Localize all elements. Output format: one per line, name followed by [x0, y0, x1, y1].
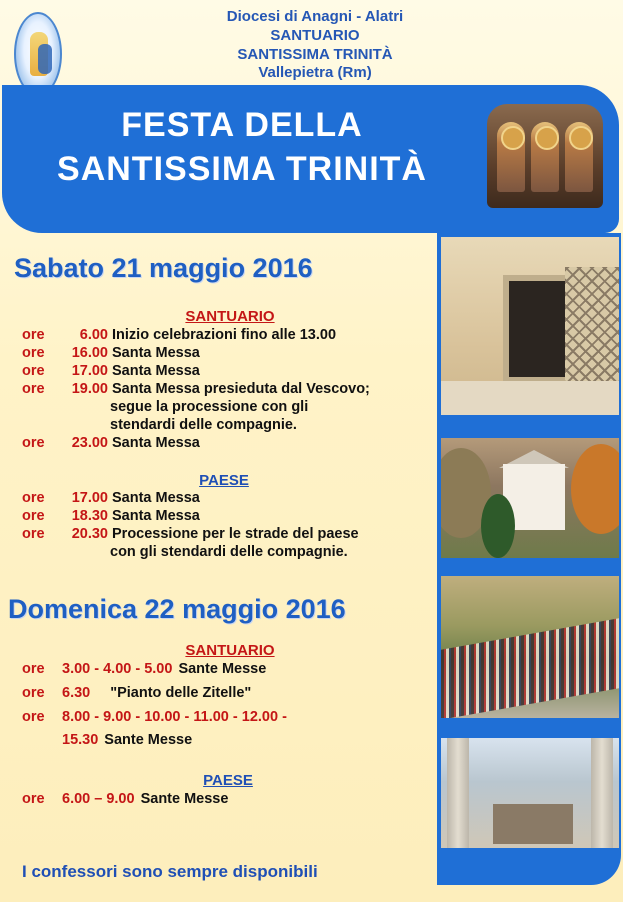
schedule-row-continuation: 15.30 Sante Messe: [62, 732, 193, 748]
schedule-row: ore 20.30 Processione per le strade del paese: [22, 526, 359, 542]
saturday-santuario-label: SANTUARIO: [185, 308, 275, 325]
schedule-row-continuation: segue la processione con gli: [110, 399, 309, 415]
title-line-2: SANTISSIMA TRINITÀ: [57, 150, 427, 188]
schedule-row: ore 6.00 – 9.00 Sante Messe: [22, 791, 229, 807]
sunday-paese-label: PAESE: [203, 772, 253, 789]
sanctuary-entrance-photo: [441, 237, 619, 415]
schedule-row: ore 17.00 Santa Messa: [22, 363, 200, 379]
procession-photo: [441, 576, 619, 718]
schedule-row: ore 8.00 - 9.00 - 10.00 - 11.00 - 12.00 -: [22, 709, 287, 725]
santuario-line: SANTUARIO: [270, 27, 360, 44]
trinita-line: SANTISSIMA TRINITÀ: [237, 46, 393, 63]
location-line: Vallepietra (Rm): [258, 64, 372, 81]
diocese-line: Diocesi di Anagni - Alatri: [226, 8, 404, 25]
schedule-row: ore 16.00 Santa Messa: [22, 345, 200, 361]
sunday-santuario-label: SANTUARIO: [185, 642, 275, 659]
altar-photo: [441, 738, 619, 848]
schedule-row: ore 19.00 Santa Messa presieduta dal Vescovo;: [22, 381, 370, 397]
jubilee-logo-icon: [14, 12, 62, 96]
schedule-row: ore 18.30 Santa Messa: [22, 508, 200, 524]
schedule-row: ore 23.00 Santa Messa: [22, 435, 200, 451]
schedule-row: ore 3.00 - 4.00 - 5.00 Sante Messe: [22, 661, 267, 677]
schedule-row: ore 6.00 Inizio celebrazioni fino alle 13.00: [22, 327, 337, 343]
schedule-row-continuation: stendardi delle compagnie.: [110, 417, 297, 433]
title-line-1: FESTA DELLA: [121, 106, 363, 144]
saturday-heading: Sabato 21 maggio 2016: [14, 253, 313, 283]
confessors-note: I confessori sono sempre disponibili: [22, 862, 318, 881]
schedule-row-continuation: con gli stendardi delle compagnie.: [110, 544, 348, 560]
saturday-paese-label: PAESE: [199, 472, 249, 489]
church-photo: [441, 438, 619, 558]
schedule-row: ore 17.00 Santa Messa: [22, 490, 200, 506]
schedule-row: ore 6.30 "Pianto delle Zitelle": [22, 685, 252, 701]
trinity-fresco-image: [487, 104, 603, 208]
sunday-heading: Domenica 22 maggio 2016: [8, 594, 346, 624]
